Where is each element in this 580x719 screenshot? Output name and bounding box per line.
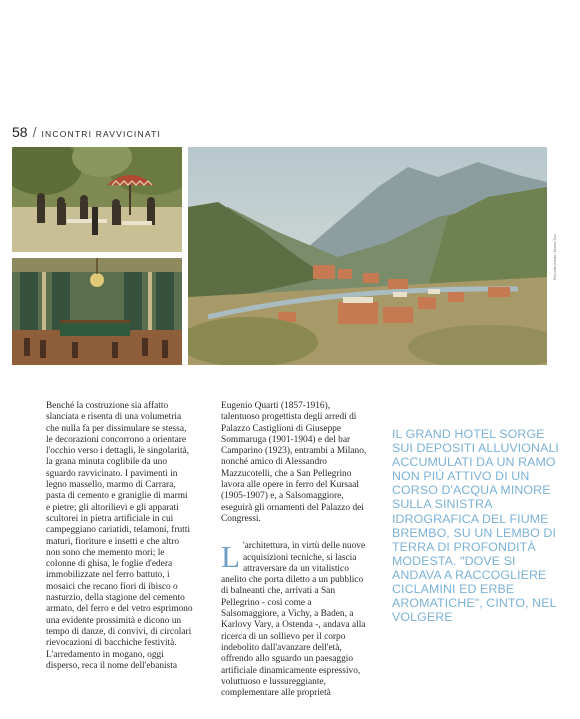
section-title: INCONTRI RAVVICINATI bbox=[41, 129, 162, 139]
vintage-salon-photo-icon bbox=[12, 258, 182, 365]
photo-credit: Raccolta privata / Museo Tipo bbox=[553, 233, 557, 280]
body-paragraph: Benché la costruzione sia affatto slanciata e risenta di una volumetria che nulla fa per dissimulare se stessa, le decorazioni concorrono a orientare l'occhio verso i dettagli, le singolarità, la grana minuta coglibile da uno sguardo ravvicinato. I pavimenti in legno massello, marmo di Carrara, pasta di cemento e graniglie di marmi e pietre; gli altorilievi e gli apparati scultorei in pietra artificiale in cui campeggiano cariatidi, telamoni, frutti maturi, fioriture e insetti e che altro non sono che memento mori; le colonne di ghisa, le foglie d'edera immobilizzate nel ferro battuto, i mosaici che recano fiori di ibisco o nasturzio, della stagione del cemento armato, del ferro e del vetro esprimono una evidente prossimità e dicono un tempo di danze, di convivi, di circolari rievocazioni di bacchiche festività. L'arredamento in mogano, oggi disperso, reca il nome dell'ebanista bbox=[46, 401, 193, 671]
paragraph-spacer bbox=[221, 525, 369, 541]
drop-cap: L bbox=[221, 539, 240, 575]
article-column-1 bbox=[46, 401, 194, 672]
header-separator: / bbox=[32, 124, 37, 140]
vintage-valley-painting-icon bbox=[188, 147, 547, 365]
body-paragraph-dropcap bbox=[221, 541, 369, 699]
page-header bbox=[12, 124, 161, 140]
body-paragraph-text: 'architettura, in virtù delle nuove acquisizioni tecniche, si lascia attraversare da un vitalistico anelito che porta diletto a un pubblico di balneanti che, arrivati a San Pellegrino - così come a Salsomaggiore, a Vichy, a Baden, a Karlovy Vary, a Ostenda -, andava alla ricerca di un sollievo per il corpo indebolito dall'avanzare dell'età, offrendo allo sguardo un paesaggio artificiale dinamicamente espressivo, voluttuoso e lussureggiante, complementare alle proprietà bbox=[221, 541, 366, 699]
vintage-garden-photo-icon bbox=[12, 147, 182, 252]
pull-quote: IL GRAND HOTEL SORGE SUI DEPOSITI ALLUVIONALI ACCUMULATI DA UN RAMO NON PIÙ ATTIVO DI UN CORSO D'ACQUA MINORE SULLA SINISTRA IDROGRAFICA DEL FIUME BREMBO, SU UN LEMBO DI TERRA DI PROFONDITÀ MODESTA. "DOVE SI ANDAVA A RACCOGLIERE CICLAMINI ED ERBE AROMATICHE", CINTO, NEL VOLGERE bbox=[392, 427, 559, 625]
article-column-2 bbox=[221, 401, 369, 699]
page-number: 58 bbox=[12, 124, 28, 140]
body-paragraph: Eugenio Quarti (1857-1916), talentuoso progettista degli arredi di Palazzo Castiglioni di Giuseppe Sommaruga (1901-1904) e del bar Camparino (1923), entrambi a Milano, nonché amico di Alessandro Mazzucotelli, che a San Pellegrino lavora alle opere in ferro del Kursaal (1905-1907) e, a Salsomaggiore, eseguirà gli ornamenti del Palazzo dei Congressi. bbox=[221, 401, 367, 524]
